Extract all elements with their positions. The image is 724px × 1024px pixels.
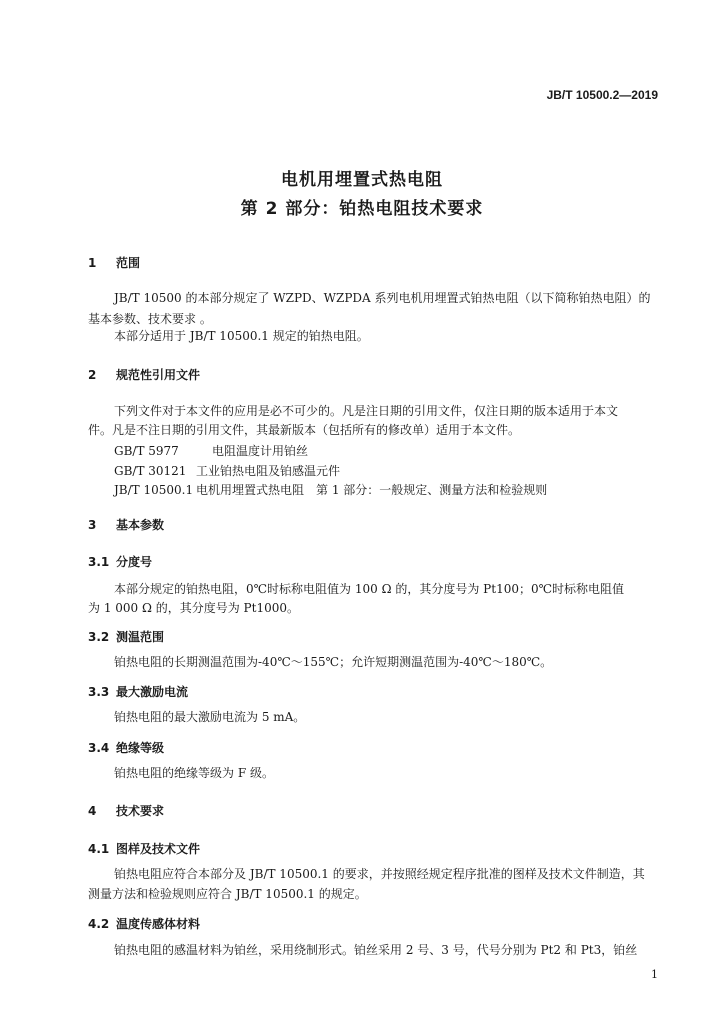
reference-item: [114, 442, 308, 459]
section-3-2-heading: [88, 628, 164, 645]
section-3-1-heading: [88, 553, 152, 570]
section-title: 温度传感体材料: [116, 917, 201, 931]
section-title: 规范性引用文件: [116, 368, 201, 382]
reference-title: 电阻温度计用铂丝: [212, 444, 309, 458]
section-number: 4.2: [88, 917, 110, 931]
section-1-paragraph-1-line-2: 基本参数、技术要求 。: [88, 312, 212, 326]
section-2-paragraph-line-2: 件。凡是不注日期的引用文件，其最新版本（包括所有的修改单）适用于本文件。: [88, 423, 521, 437]
section-4-1-heading: [88, 840, 200, 857]
section-3-1-line-2: 为 1 000 Ω 的，其分度号为 Pt1000。: [88, 601, 299, 615]
section-1-paragraph-1-line-1: JB/T 10500 的本部分规定了 WZPD、WZPDA 系列电机用埋置式铂热电阻（以下简称铂热电阻）的: [114, 291, 651, 305]
section-number: 3.2: [88, 630, 110, 644]
document-title-line1: 电机用埋置式热电阻: [281, 170, 443, 190]
reference-item: [114, 462, 340, 479]
section-1-heading: [88, 254, 140, 271]
reference-title: 电机用埋置式热电阻 第 1 部分：一般规定、测量方法和检验规则: [196, 483, 548, 497]
section-number: 3: [88, 518, 97, 532]
page-number: 1: [651, 968, 658, 981]
section-3-3-heading: [88, 683, 188, 700]
section-number: 2: [88, 368, 97, 382]
section-4-1-line-2: 测量方法和检验规则应符合 JB/T 10500.1 的规定。: [88, 887, 367, 901]
reference-code: GB/T 5977: [114, 444, 179, 458]
section-2-paragraph-line-1: 下列文件对于本文件的应用是必不可少的。凡是注日期的引用文件，仅注日期的版本适用于本文: [114, 404, 619, 418]
reference-code: GB/T 30121: [114, 464, 187, 478]
section-4-heading: [88, 802, 164, 819]
section-number: 3.4: [88, 741, 110, 755]
section-3-4-heading: [88, 739, 164, 756]
reference-code: JB/T 10500.1: [114, 483, 194, 497]
standard-code: JB/T 10500.2—2019: [546, 88, 658, 102]
section-4-2-heading: [88, 915, 200, 932]
reference-title: 工业铂热电阻及铂感温元件: [196, 464, 341, 478]
section-title: 技术要求: [116, 804, 165, 818]
section-title: 绝缘等级: [116, 741, 165, 755]
section-number: 4.1: [88, 842, 110, 856]
section-number: 3.1: [88, 555, 110, 569]
section-3-heading: [88, 516, 164, 533]
section-title: 分度号: [116, 555, 153, 569]
section-number: 1: [88, 256, 97, 270]
section-number: 3.3: [88, 685, 110, 699]
section-title: 范围: [116, 256, 141, 270]
section-4-1-line-1: 铂热电阻应符合本部分及 JB/T 10500.1 的要求，并按照经规定程序批准的图样及技术文件制造，其: [114, 867, 645, 881]
section-2-heading: [88, 366, 200, 383]
section-title: 基本参数: [116, 518, 165, 532]
section-3-3-line-1: 铂热电阻的最大激励电流为 5 mA。: [114, 710, 306, 724]
section-3-2-line-1: 铂热电阻的长期测温范围为-40℃～155℃；允许短期测温范围为-40℃～180℃。: [114, 655, 553, 669]
section-title: 最大激励电流: [116, 685, 189, 699]
section-3-1-line-1: 本部分规定的铂热电阻，0℃时标称电阻值为 100 Ω 的，其分度号为 Pt100；0℃时标称电阻值: [114, 582, 625, 596]
document-title-line2: 第 2 部分：铂热电阻技术要求: [240, 199, 484, 219]
reference-item: [114, 481, 547, 498]
section-3-4-line-1: 铂热电阻的绝缘等级为 F 级。: [114, 766, 274, 780]
section-4-2-line-1: 铂热电阻的感温材料为铂丝，采用绕制形式。铂丝采用 2 号、3 号，代号分别为 Pt2 和 Pt3，铂丝: [114, 943, 638, 957]
section-number: 4: [88, 804, 97, 818]
section-1-paragraph-2: 本部分适用于 JB/T 10500.1 规定的铂热电阻。: [114, 329, 369, 343]
section-title: 测温范围: [116, 630, 165, 644]
section-title: 图样及技术文件: [116, 842, 201, 856]
